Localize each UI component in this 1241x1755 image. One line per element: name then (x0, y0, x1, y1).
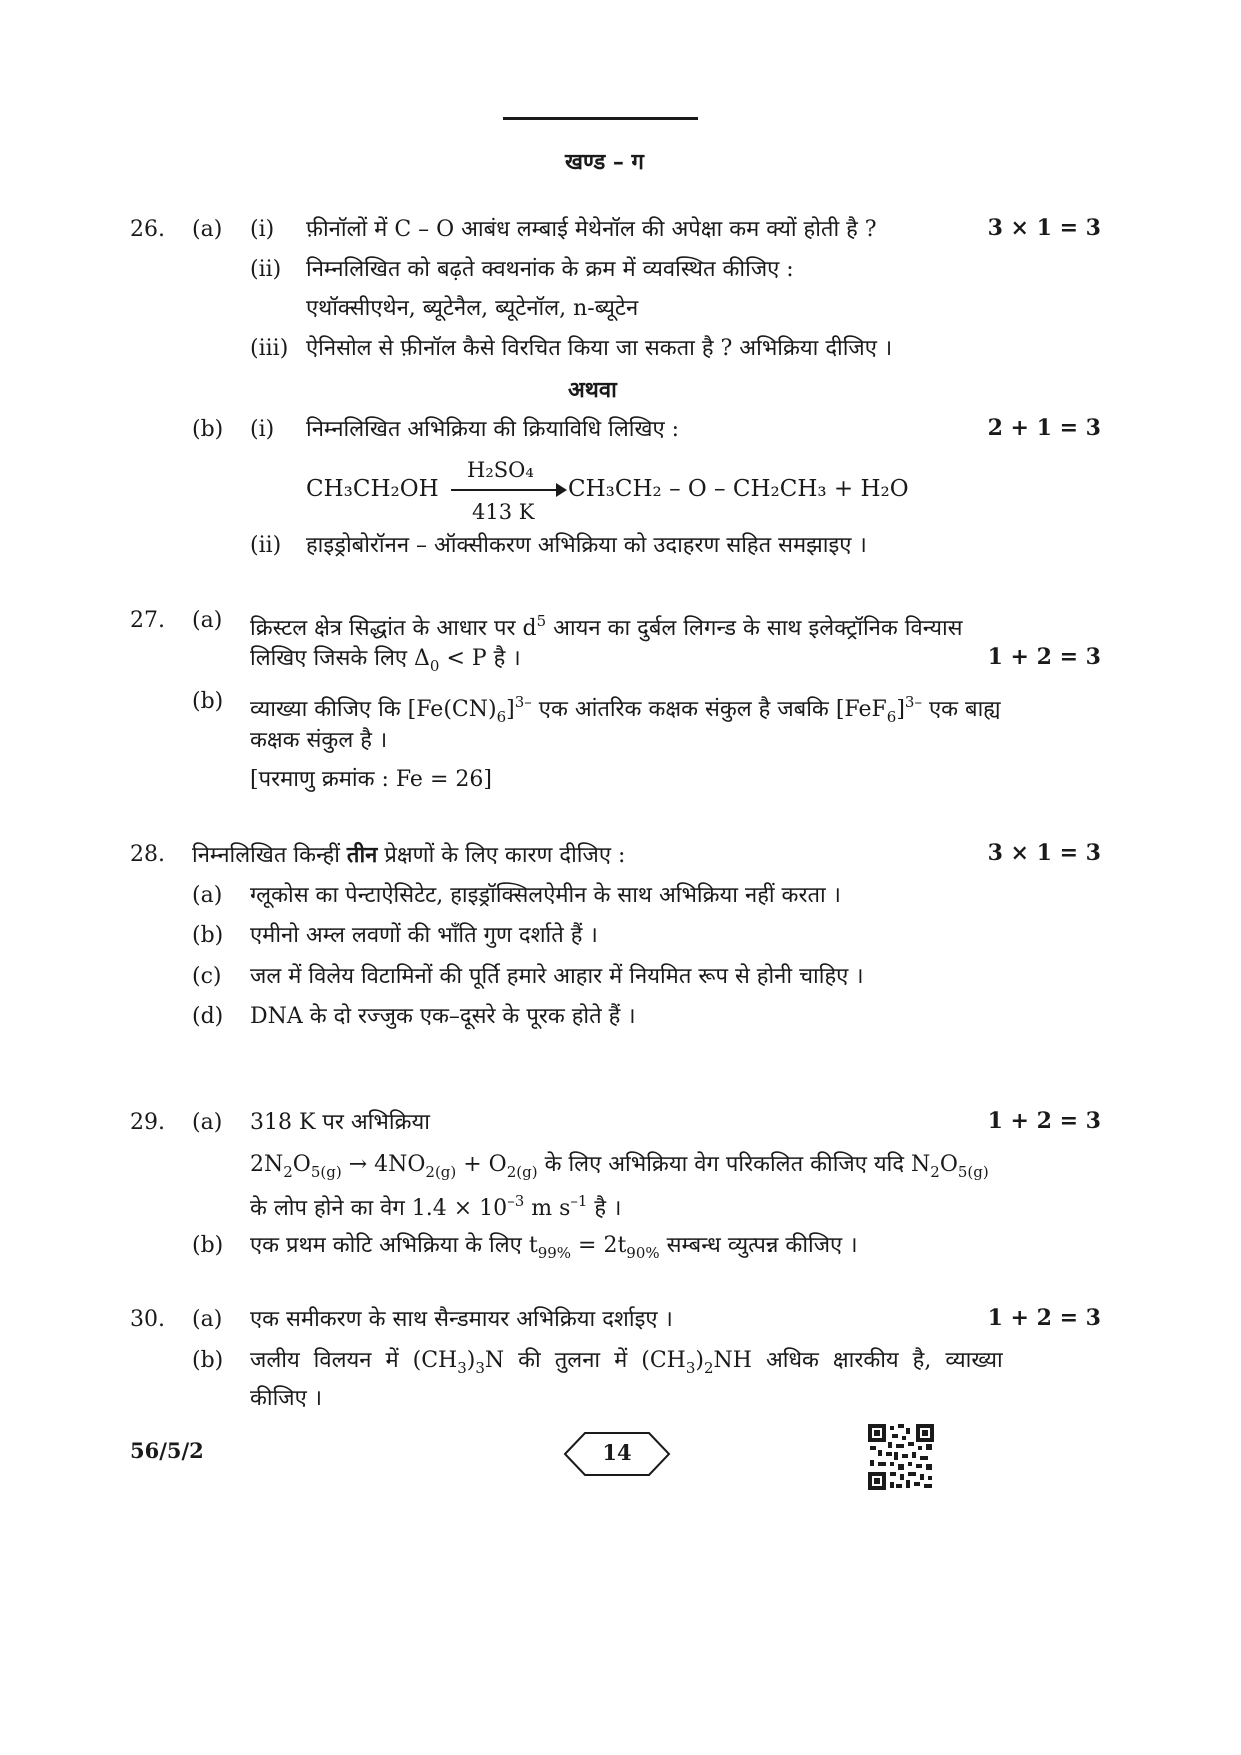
q26-eq-temperature: 413 K (472, 500, 535, 524)
q29-a-equation: $2N_2O_{5(g)} \to 4NO_{2(g)} + O_{2(g)}$ के लिए अभिक्रिया वेग परिकलित कीजिए यदि $N_2O_{5(g)}$ (250, 1152, 989, 1181)
page-number: 14 (602, 1440, 632, 1465)
q28-item-c-label: (c) (192, 964, 222, 989)
q29-b-text: एक प्रथम कोटि अभिक्रिया के लिए $t_{99\%} = 2t_{90\%}$ सम्बन्ध व्युत्पन्न कीजिए । (250, 1233, 858, 1262)
q26-b-label: (b) (192, 417, 224, 442)
q30-number: 30. (130, 1307, 165, 1332)
q29-marks: 1 + 2 = 3 (987, 1108, 1101, 1134)
q30-marks: 1 + 2 = 3 (987, 1305, 1101, 1331)
q26-a-iii-text: ऐनिसोल से फ़ीनॉल कैसे विरचित किया जा सकता है ? अभिक्रिया दीजिए । (306, 336, 893, 361)
q26-b-ii-label: (ii) (250, 533, 282, 558)
q27-b-line2: कक्षक संकुल है । (250, 728, 388, 753)
paper-code: 56/5/2 (130, 1438, 204, 1463)
q26-a-ii-list: एथॉक्सीएथेन, ब्यूटेनैल, ब्यूटेनॉल, n-ब्यूटेन (306, 296, 639, 321)
section-title: खण्ड – ग (565, 149, 644, 175)
q27-b-line3: [परमाणु क्रमांक : Fe = 26] (250, 767, 492, 792)
q26-eq-reactant: CH₃CH₂OH (306, 476, 439, 502)
q26-number: 26. (130, 217, 165, 242)
q30-b-line1: जलीय विलयन में $(CH_3)_3N$ की तुलना में $(CH_3)_2NH$ अधिक क्षारकीय है, व्याख्या (250, 1348, 1003, 1377)
q28-item-b-text: एमीनो अम्ल लवणों की भाँति गुण दर्शाते हैं । (250, 923, 598, 948)
q26-eq-catalyst: H₂SO₄ (467, 458, 534, 482)
q26-b-i-text: निम्नलिखित अभिक्रिया की क्रियाविधि लिखिए : (306, 417, 680, 442)
q26-b-marks: 2 + 1 = 3 (987, 415, 1101, 441)
q28-item-d-text: DNA के दो रज्जुक एक–दूसरे के पूरक होते हैं । (250, 1004, 636, 1029)
q26-eq-arrowhead-icon (556, 483, 567, 497)
q30-b-line2: कीजिए । (250, 1386, 323, 1411)
q28-stem: निम्नलिखित किन्हीं तीन प्रेक्षणों के लिए कारण दीजिए : (192, 842, 626, 868)
q30-a-label: (a) (192, 1307, 223, 1332)
q27-number: 27. (130, 608, 165, 633)
q29-number: 29. (130, 1110, 165, 1135)
q28-item-c-text: जल में विलेय विटामिनों की पूर्ति हमारे आहार में नियमित रूप से होनी चाहिए । (250, 964, 864, 989)
q26-b-ii-text: हाइड्रोबोरॉनन – ऑक्सीकरण अभिक्रिया को उदाहरण सहित समझाइए । (306, 533, 867, 558)
q26-a-ii-text: निम्नलिखित को बढ़ते क्वथनांक के क्रम में व्यवस्थित कीजिए : (306, 257, 794, 282)
q30-b-label: (b) (192, 1348, 224, 1373)
q26-eq-arrow (451, 489, 563, 491)
q26-b-i-label: (i) (250, 417, 275, 442)
top-rule (503, 117, 698, 120)
q26-a-i-text: फ़ीनॉलों में C – O आबंध लम्बाई मेथेनॉल की अपेक्षा कम क्यों होती है ? (306, 217, 877, 242)
q29-a-line3: के लोप होने का वेग $1.4 \times 10^{-3}$ m $s^{-1}$ है । (250, 1192, 622, 1221)
qr-code-icon (868, 1424, 934, 1490)
q28-number: 28. (130, 842, 165, 867)
q26-eq-product: CH₃CH₂ – O – CH₂CH₃ + H₂O (568, 476, 909, 502)
q26-a-label: (a) (192, 217, 223, 242)
q28-item-a-text: ग्लूकोस का पेन्टाऐसिटेट, हाइड्रॉक्सिलऐमीन के साथ अभिक्रिया नहीं करता । (250, 883, 842, 908)
q26-marks: 3 × 1 = 3 (987, 215, 1101, 241)
q27-a-label: (a) (192, 608, 223, 633)
q29-a-line1: 318 K पर अभिक्रिया (250, 1110, 430, 1135)
q27-b-line1: व्याख्या कीजिए कि $[Fe(CN)_6]^{3-}$ एक आंतरिक कक्षक संकुल है जबकि $[FeF_6]^{3-}$ एक बाह्य (250, 693, 1001, 726)
q28-marks: 3 × 1 = 3 (987, 840, 1101, 866)
q26-a-iii-label: (iii) (250, 336, 289, 361)
q27-a-line1: क्रिस्टल क्षेत्र सिद्धांत के आधार पर $d^5$ आयन का दुर्बल लिगन्ड के साथ इलेक्ट्रॉनिक विन्यास (250, 612, 963, 641)
q29-b-label: (b) (192, 1233, 224, 1258)
q26-a-ii-label: (ii) (250, 257, 282, 282)
q27-marks: 1 + 2 = 3 (987, 644, 1101, 670)
q28-item-d-label: (d) (192, 1004, 224, 1029)
q30-a-text: एक समीकरण के साथ सैन्डमायर अभिक्रिया दर्शाइए । (250, 1307, 673, 1332)
q26-a-i-label: (i) (250, 217, 275, 242)
q28-item-b-label: (b) (192, 923, 224, 948)
q27-a-line2: लिखिए जिसके लिए $\Delta_0 < P$ है । (250, 646, 521, 675)
q28-item-a-label: (a) (192, 883, 223, 908)
q26-or: अथवा (568, 377, 617, 403)
q29-a-label: (a) (192, 1110, 223, 1135)
q27-b-label: (b) (192, 689, 224, 714)
